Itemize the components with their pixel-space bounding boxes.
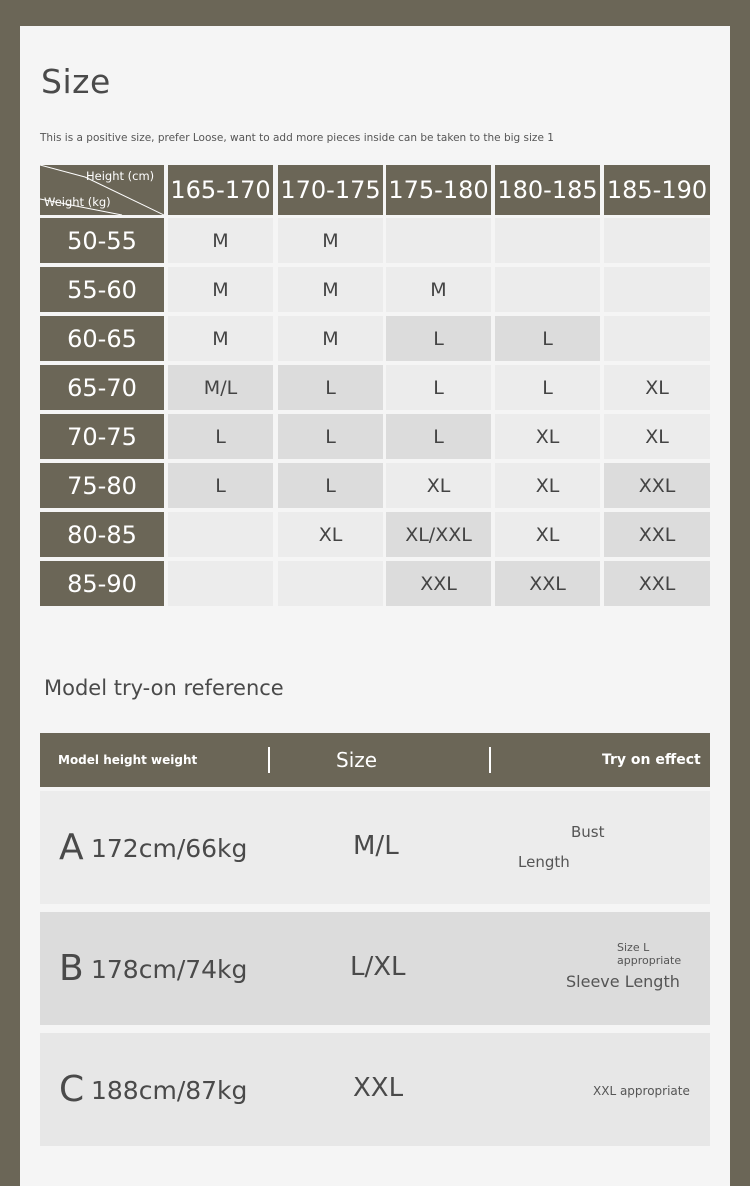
- size-cell: L: [495, 365, 600, 410]
- model-note: XXL appropriate: [593, 1084, 690, 1098]
- size-cell: L: [168, 414, 273, 459]
- weight-header-65-70: 65-70: [40, 365, 164, 410]
- size-cell: M: [278, 267, 383, 312]
- size-cell: M: [278, 316, 383, 361]
- size-cell: M: [168, 267, 273, 312]
- size-cell: XL: [604, 365, 710, 410]
- weight-axis-label: Weight (kg): [44, 195, 111, 209]
- model-row-b: [40, 912, 710, 1025]
- size-cell: L: [278, 463, 383, 508]
- page-subtitle: This is a positive size, prefer Loose, want to add more pieces inside can be taken to the big size 1: [40, 132, 554, 144]
- model-row-c: [40, 1033, 710, 1146]
- weight-header-70-75: 70-75: [40, 414, 164, 459]
- size-cell: L: [386, 365, 491, 410]
- model-height-weight: 188cm/87kg: [91, 1076, 248, 1105]
- size-cell: XL: [278, 512, 383, 557]
- size-cell: M/L: [168, 365, 273, 410]
- height-header-170-175: 170-175: [278, 165, 383, 215]
- size-cell: [168, 512, 273, 557]
- model-note: Sleeve Length: [566, 972, 680, 991]
- size-cell: XL: [495, 512, 600, 557]
- size-cell: XXL: [604, 561, 710, 606]
- size-cell: [604, 267, 710, 312]
- size-cell: [168, 561, 273, 606]
- size-cell: L: [495, 316, 600, 361]
- height-header-165-170: 165-170: [168, 165, 273, 215]
- model-note: Bust: [571, 823, 605, 841]
- model-letter: B: [59, 948, 84, 989]
- size-card: [20, 26, 730, 1186]
- header-size: Size: [336, 748, 378, 772]
- size-cell: [495, 267, 600, 312]
- size-cell: XL: [495, 414, 600, 459]
- header-divider: [489, 747, 491, 773]
- size-cell: XXL: [604, 463, 710, 508]
- height-header-185-190: 185-190: [604, 165, 710, 215]
- size-cell: L: [278, 365, 383, 410]
- size-cell: L: [386, 414, 491, 459]
- size-cell: [604, 218, 710, 263]
- model-table-header: [40, 733, 710, 787]
- size-cell: XXL: [604, 512, 710, 557]
- size-cell: L: [386, 316, 491, 361]
- size-cell: M: [386, 267, 491, 312]
- header-try-on-effect: Try on effect: [602, 752, 701, 768]
- model-size: XXL: [353, 1073, 404, 1103]
- size-cell: XXL: [495, 561, 600, 606]
- model-size: L/XL: [350, 952, 406, 982]
- size-cell: [278, 561, 383, 606]
- model-letter: A: [59, 827, 84, 868]
- height-header-180-185: 180-185: [495, 165, 600, 215]
- table-corner-header: [40, 165, 164, 215]
- height-header-175-180: 175-180: [386, 165, 491, 215]
- model-letter: C: [59, 1069, 85, 1110]
- height-axis-label: Height (cm): [86, 169, 155, 183]
- model-note: Length: [518, 853, 570, 871]
- model-note: appropriate: [617, 954, 682, 967]
- size-cell: XL/XXL: [386, 512, 491, 557]
- page-title: Size: [41, 62, 111, 101]
- size-cell: L: [168, 463, 273, 508]
- model-height-weight: 172cm/66kg: [91, 834, 248, 863]
- size-cell: XL: [495, 463, 600, 508]
- header-model-height-weight: Model height weight: [58, 753, 198, 767]
- size-cell: L: [278, 414, 383, 459]
- header-divider: [268, 747, 270, 773]
- model-note: Size L: [617, 941, 650, 954]
- size-cell: M: [168, 316, 273, 361]
- model-section-title: Model try-on reference: [44, 676, 284, 700]
- size-cell: M: [168, 218, 273, 263]
- size-cell: [604, 316, 710, 361]
- weight-header-55-60: 55-60: [40, 267, 164, 312]
- weight-header-50-55: 50-55: [40, 218, 164, 263]
- size-cell: XL: [386, 463, 491, 508]
- size-cell: M: [278, 218, 383, 263]
- weight-header-85-90: 85-90: [40, 561, 164, 606]
- model-size: M/L: [353, 831, 399, 861]
- size-cell: [495, 218, 600, 263]
- weight-header-80-85: 80-85: [40, 512, 164, 557]
- model-row-a: [40, 791, 710, 904]
- size-cell: XL: [604, 414, 710, 459]
- weight-header-60-65: 60-65: [40, 316, 164, 361]
- weight-header-75-80: 75-80: [40, 463, 164, 508]
- size-cell: XXL: [386, 561, 491, 606]
- size-cell: [386, 218, 491, 263]
- model-height-weight: 178cm/74kg: [91, 955, 248, 984]
